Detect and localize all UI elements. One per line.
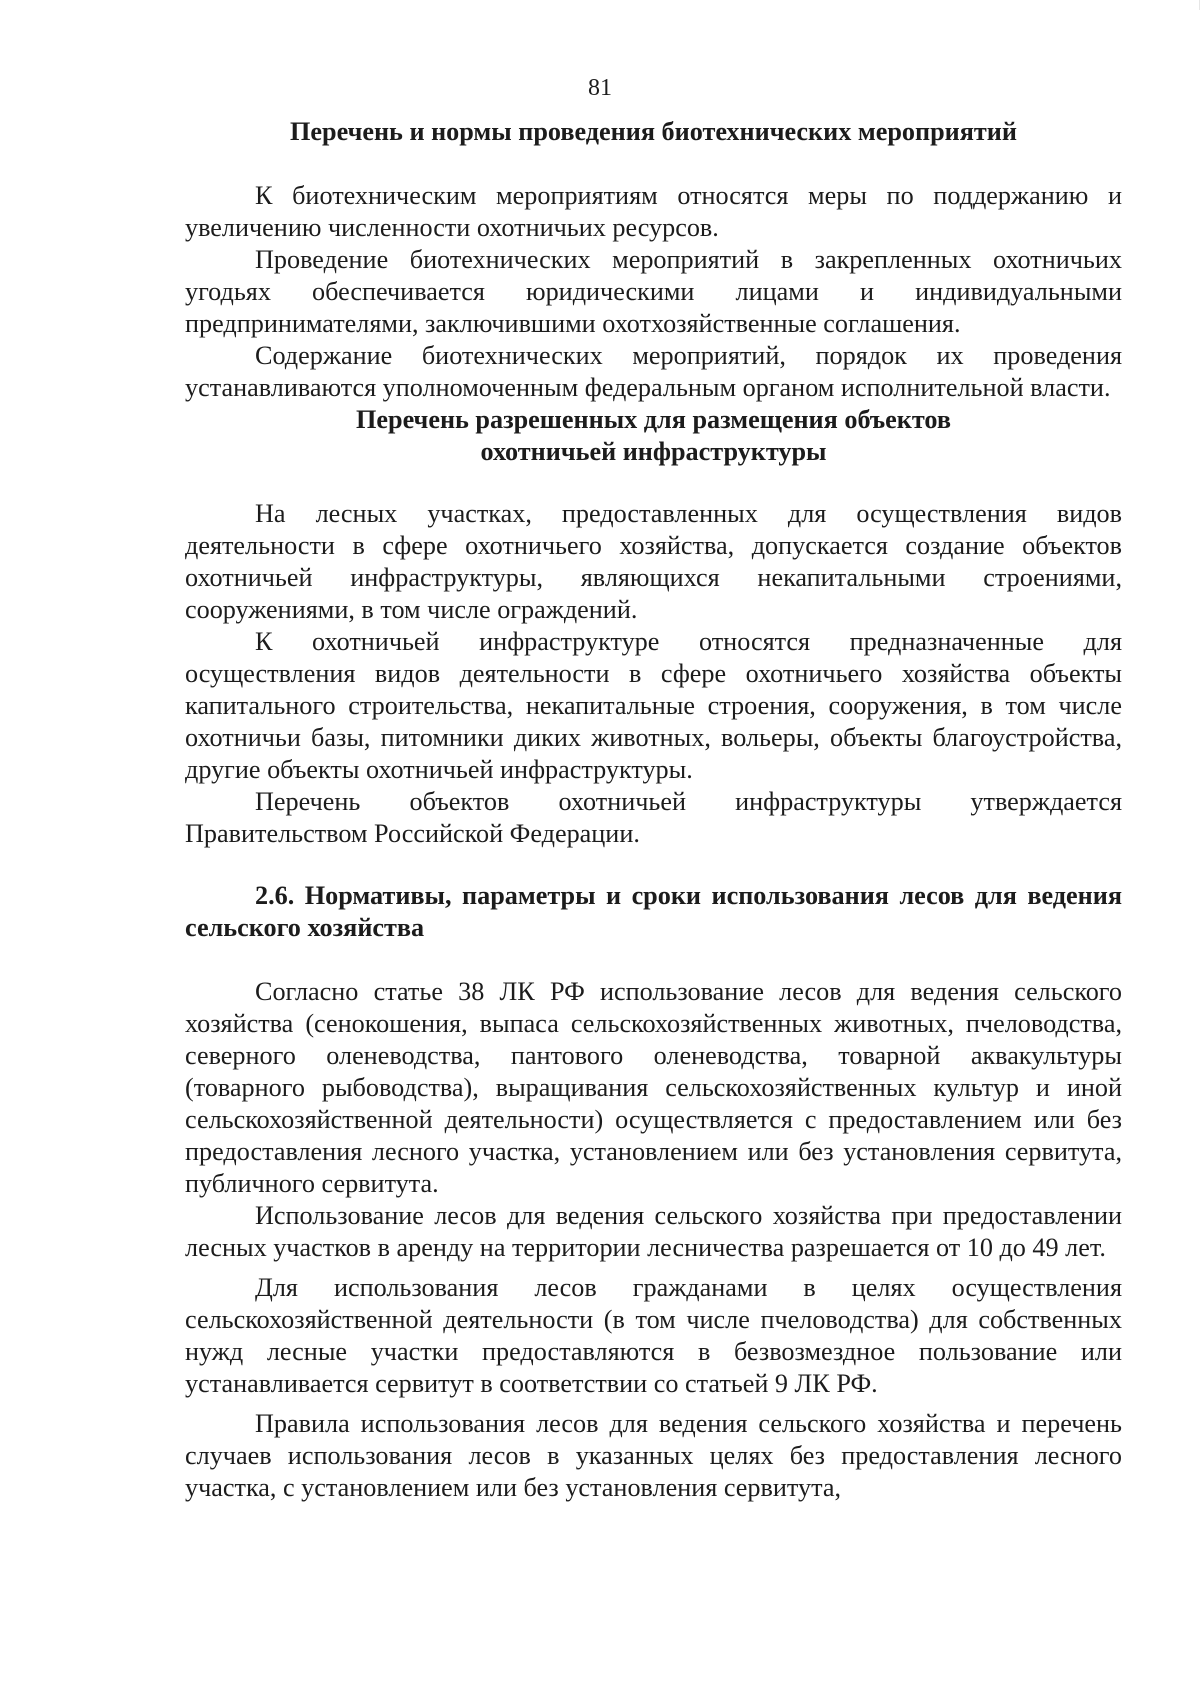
paragraph-agriculture-1: Согласно статье 38 ЛК РФ использование лесов для ведения сельского хозяйства (сенокошения, выпаса сельскохозяйственных животных, пчеловодства, северного оленеводства, пантового оленеводства, товарной аквакультуры (товарного рыбоводства), выращивания сельскохозяйственных культур и иной сельскохозяйственной деятельности) осуществляется с предоставлением или без предоставления лесного участка, установлением или без установления сервитута, публичного сервитута. [185,977,1122,1198]
section-heading-agriculture: 2.6. Нормативы, параметры и сроки использования лесов для ведения сельского хозяйства [185,881,1122,942]
paragraph-infrastructure-2: К охотничьей инфраструктуре относятся предназначенные для осуществления видов деятельности в сфере охотничьего хозяйства объекты капитального строительства, некапитальные строения, сооружения, в том числе охотничьи базы, питомники диких животных, вольеры, объекты благоустройства, другие объекты охотничьей инфраструктуры. [185,627,1122,784]
paragraph-agriculture-3: Для использования лесов гражданами в целях осуществления сельскохозяйственной деятельности (в том числе пчеловодства) для собственных нужд лесные участки предоставляются в безвозмездное пользование или устанавливается сервитут в соответствии со статьей 9 ЛК РФ. [185,1273,1122,1398]
page-number: 81 [588,75,612,101]
paragraph-agriculture-2: Использование лесов для ведения сельского хозяйства при предоставлении лесных участков в аренду на территории лесничества разрешается от 10 до 49 лет. [185,1201,1122,1262]
paragraph-biotech-2: Проведение биотехнических мероприятий в закрепленных охотничьих угодьях обеспечивается юридическими лицами и индивидуальными предпринимателями, заключившими охотхозяйственные соглашения. [185,245,1122,338]
heading-hunting-infrastructure [185,404,1122,468]
page-body [185,116,1122,1504]
heading-biotech-measures: Перечень и нормы проведения биотехнических мероприятий [290,117,1017,146]
paragraph-infrastructure-3: Перечень объектов охотничьей инфраструктуры утверждается Правительством Российской Федерации. [185,787,1122,848]
heading-hunting-infrastructure-line-1: Перечень разрешенных для размещения объектов [356,405,951,434]
paragraph-biotech-3: Содержание биотехнических мероприятий, порядок их проведения устанавливаются уполномоченным федеральным органом исполнительной власти. [185,341,1122,402]
paragraph-biotech-1: К биотехническим мероприятиям относятся меры по поддержанию и увеличению численности охотничьих ресурсов. [185,181,1122,242]
heading-hunting-infrastructure-line-2: охотничьей инфраструктуры [480,437,827,466]
paragraph-agriculture-4: Правила использования лесов для ведения сельского хозяйства и перечень случаев использования лесов в указанных целях без предоставления лесного участка, с установлением или без установления сервитута, [185,1409,1122,1502]
paragraph-infrastructure-1: На лесных участках, предоставленных для осуществления видов деятельности в сфере охотничьего хозяйства, допускается создание объектов охотничьей инфраструктуры, являющихся некапитальными строениями, сооружениями, в том числе ограждений. [185,499,1122,624]
